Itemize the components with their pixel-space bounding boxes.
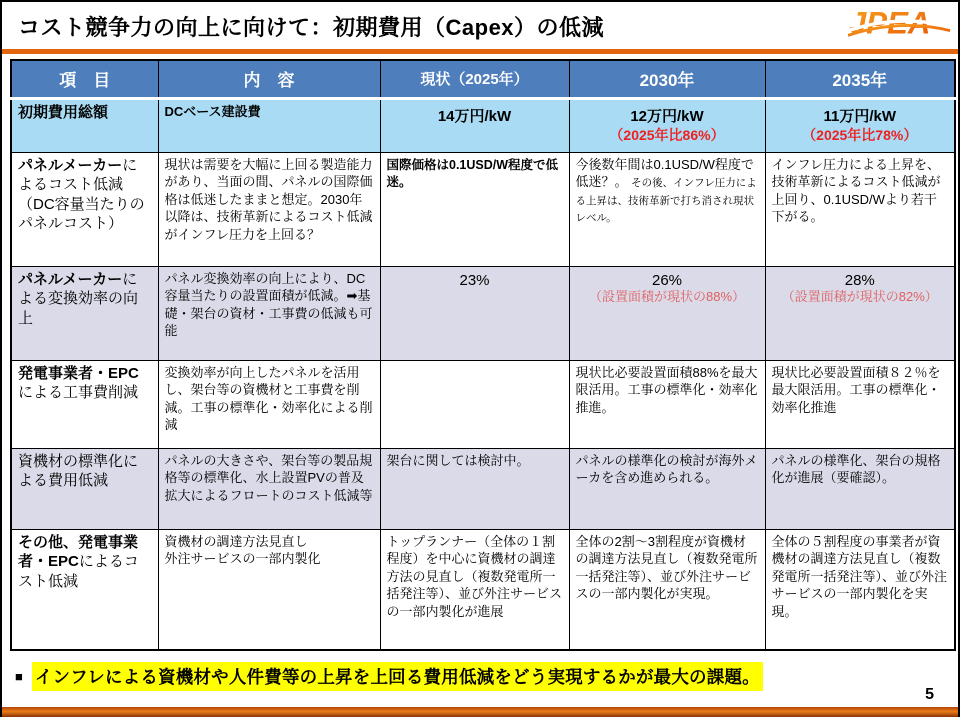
cell-item: [11, 529, 158, 650]
orange-divider: [2, 49, 958, 54]
cell-text: 国際価格は0.1USD/W程度で低迷。: [386, 157, 559, 190]
cell-2035: パネルの様準化、架台の規格化が進展（要確認）。: [765, 448, 955, 529]
jpea-logo-icon: [848, 4, 952, 44]
header-content: 内 容: [158, 60, 380, 98]
header-now: 現状（2025年）: [380, 60, 569, 98]
cell-2030: 現状比必要設置面積88%を最大限活用。工事の標準化・効率化推進。: [569, 360, 765, 448]
cell-2030: [569, 266, 765, 360]
header-item: 項 目: [11, 60, 158, 98]
cell-text: 資機材の調達方法見直し: [164, 533, 308, 549]
cell-2035: インフレ圧力による上昇を、技術革新によるコスト低減が上回り、0.1USD/Wより若干下がる。: [765, 152, 955, 266]
cell-value: 12万円/kW: [630, 107, 704, 125]
cell-text: による工事費削減: [18, 384, 139, 401]
cell-content: 変換効率が向上したパネルを活用し、架台等の資機材と工事費を削減。工事の標準化・効率化による削減: [158, 360, 380, 448]
cell-now: [380, 152, 569, 266]
cell-content: パネルの大きさや、架台等の製品規格等の標準化、水上設置PVの普及拡大によるフロートのコスト低減等: [158, 448, 380, 529]
cell-text-small: その後、インフレ圧力による上昇は、技術革新で打ち消され現状レベル。: [575, 177, 757, 225]
header-2035: 2035年: [765, 60, 955, 98]
table-row: [11, 529, 955, 650]
page-number: 5: [925, 686, 934, 703]
cell-value: 26%: [651, 271, 683, 289]
table-header-row: [11, 60, 955, 98]
cell-note: （設置面積が現状の82%）: [781, 288, 938, 304]
cell-item: [11, 448, 158, 529]
cell-2030: パネルの様準化の検討が海外メーカを含め進められる。: [569, 448, 765, 529]
cell-item: [11, 266, 158, 360]
cell-value: 23%: [459, 271, 490, 289]
cell-content: [158, 98, 380, 152]
cell-content: [158, 529, 380, 650]
cell-text: 初期費用総額: [18, 103, 109, 121]
highlighted-message: インフレによる資機材や人件費等の上昇を上回る費用低減をどう実現するかが最大の課題。: [32, 662, 763, 691]
cell-item: [11, 152, 158, 266]
header-2030: 2030年: [569, 60, 765, 98]
page-title: コスト競争力の向上に向けて：初期費用（Capex）の低減: [18, 15, 605, 40]
table-row: [11, 266, 955, 360]
cell-value: 14万円/kW: [437, 107, 512, 125]
cell-text: 今後数年間は0.1USD/W程度で低迷？。: [575, 156, 754, 190]
cell-text: DCベース建設費: [164, 103, 261, 119]
cell-item: [11, 98, 158, 152]
table-row: [11, 98, 955, 152]
cell-now: 架台に関しては検討中。: [380, 448, 569, 529]
cell-text: パネルメーカー: [18, 270, 123, 288]
cell-text: 発電事業者・EPC: [18, 364, 139, 382]
cell-content: パネル変換効率の向上により、DC容量当たりの設置面積が低減。➡基礎・架台の資材・工事費の低減も可能: [158, 266, 380, 360]
cell-text: パネルメーカー: [18, 156, 123, 174]
cell-text: その他、発電事業者・EPC: [18, 533, 139, 570]
table-row: [11, 152, 955, 266]
jpea-logo-text: JPEA: [848, 5, 931, 41]
capex-table: [10, 59, 956, 651]
table-row: [11, 448, 955, 529]
cell-note: （設置面積が現状の88%）: [588, 288, 746, 304]
bottom-accent-bar: [2, 707, 958, 717]
cell-2035: [765, 266, 955, 360]
cell-note: （2025年比86%）: [609, 126, 725, 143]
cell-now: トップランナー（全体の１割程度）を中心に資機材の調達方法の見直し（複数発電所一括発注等）、並び外注サービスの一部内製化が進展: [380, 529, 569, 650]
cell-2035: [765, 98, 955, 152]
cell-2030: 全体の2割〜3割程度が資機材の調達方法見直し（複数発電所一括発注等）、並び外注サービスの一部内製化が実現。: [569, 529, 765, 650]
cell-now: [380, 266, 569, 360]
cell-item: [11, 360, 158, 448]
cell-text: による変換効率の向上: [18, 270, 139, 327]
cell-text: によるコスト低減: [18, 553, 139, 590]
cell-now: [380, 360, 569, 448]
cell-now: [380, 98, 569, 152]
cell-2030: [569, 98, 765, 152]
jpea-logo: [848, 4, 952, 49]
cell-text: 資機材の標準化による費用低減: [18, 452, 139, 489]
table-row: [11, 360, 955, 448]
cell-text: によるコスト低減 （DC容量当たりのパネルコスト）: [18, 156, 145, 232]
cell-2030: [569, 152, 765, 266]
cell-note: （2025年比78%）: [802, 126, 918, 143]
cell-value: 28%: [844, 271, 875, 289]
key-message: [15, 662, 958, 691]
cell-2035: 現状比必要設置面積８２％を最大限活用。工事の標準化・効率化推進: [765, 360, 955, 448]
cell-2035: 全体の５割程度の事業者が資機材の調達方法見直し（複数発電所一括発注等）、並び外注サービスの一部内製化を実現。: [765, 529, 955, 650]
square-bullet-icon: ■: [15, 669, 23, 684]
cell-content: 現状は需要を大幅に上回る製造能力があり、当面の間、パネルの国際価格は低迷したままと想定。2030年以降は、技術革新によるコスト低減がインフレ圧力を上回る？: [158, 152, 380, 266]
title-bar: [2, 2, 958, 49]
cell-text: 外注サービスの一部内製化: [164, 551, 321, 567]
cell-value: 11万円/kW: [823, 107, 897, 125]
